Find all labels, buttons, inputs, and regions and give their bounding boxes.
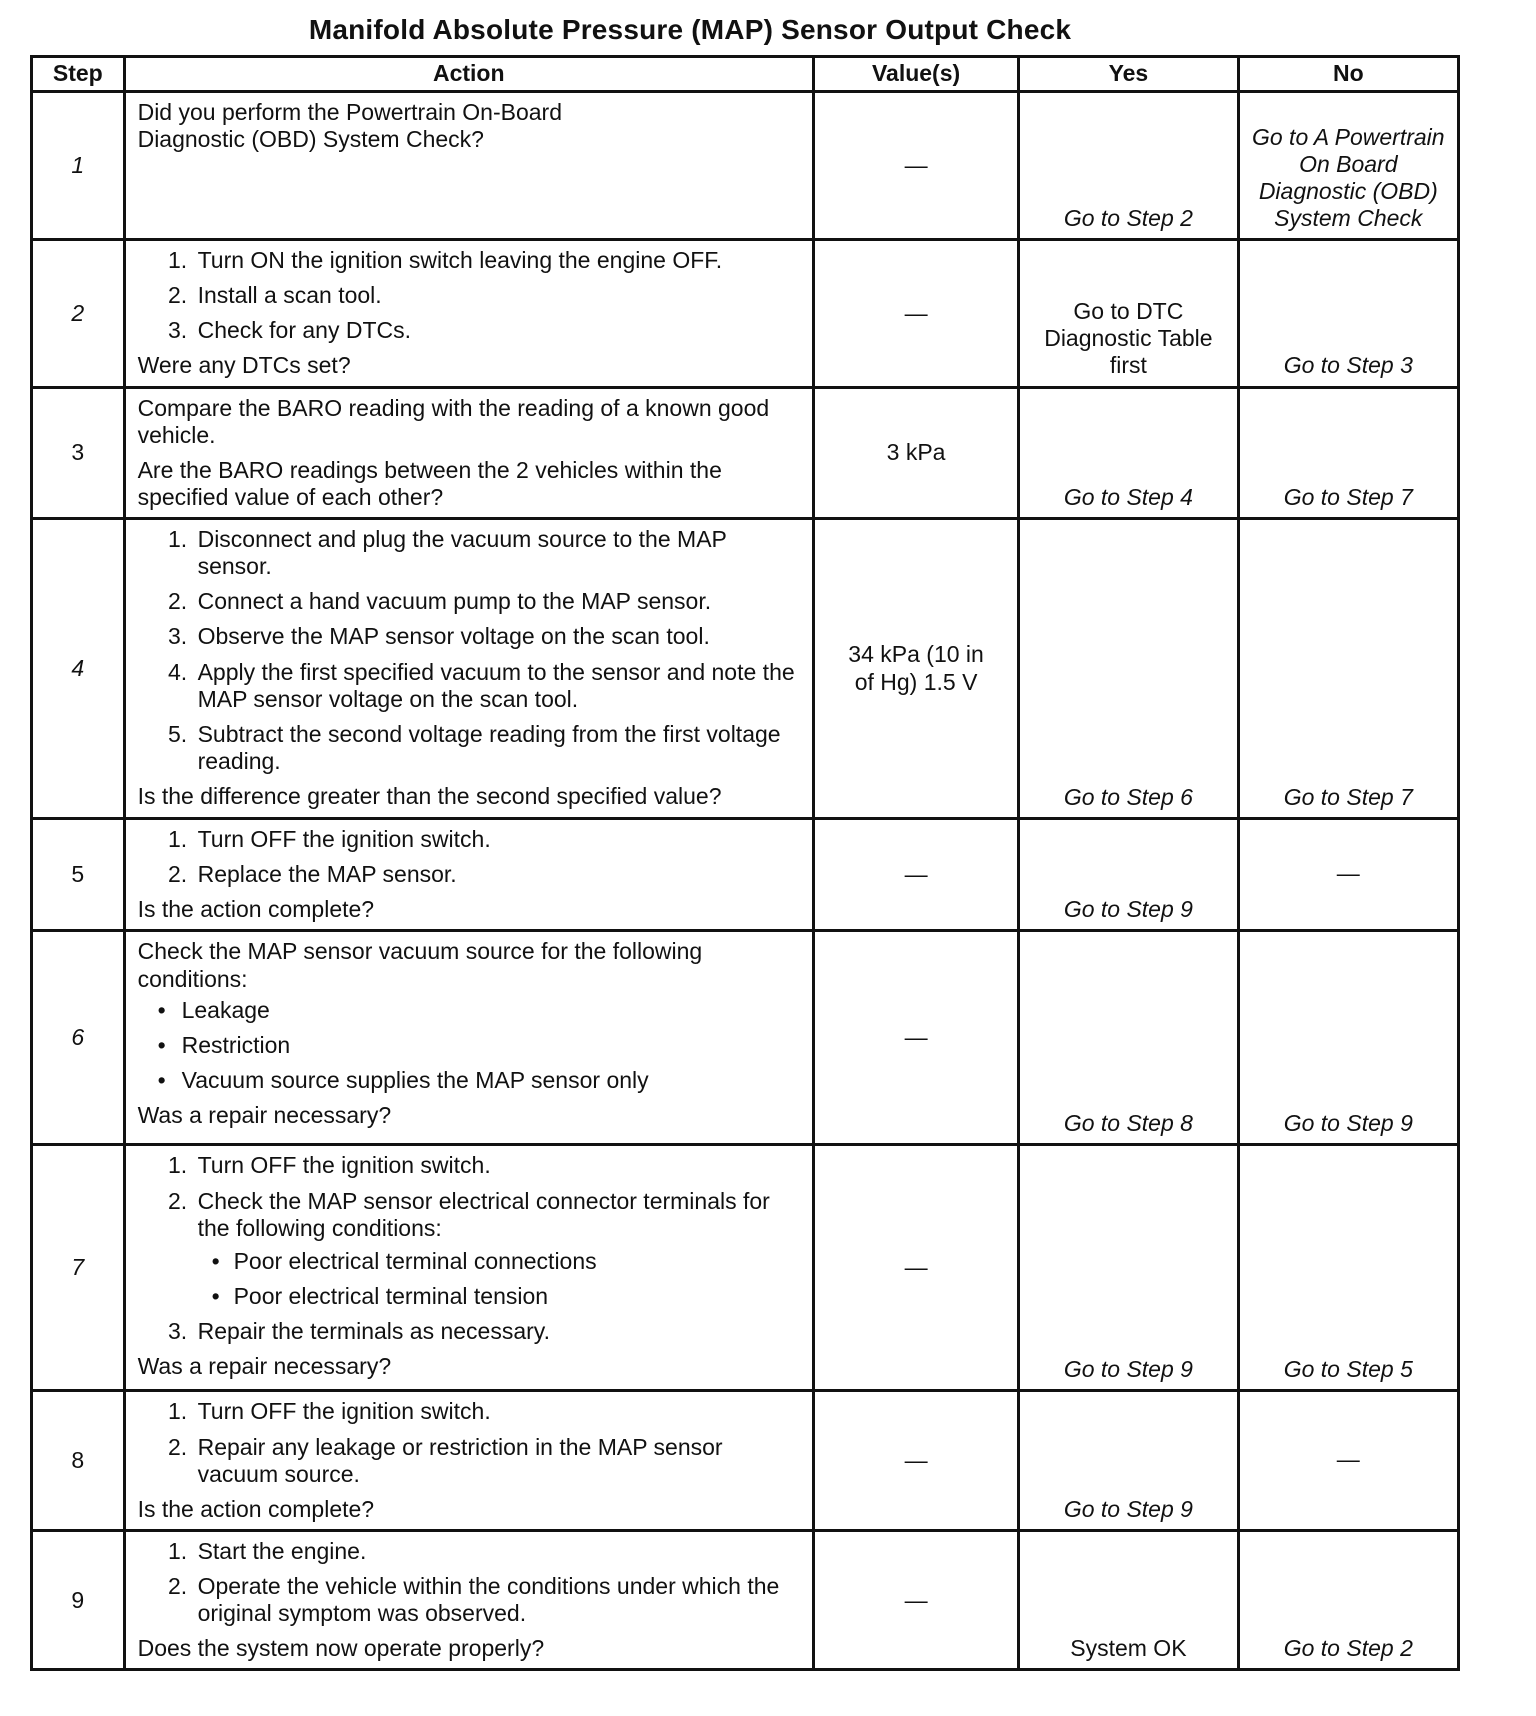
table-row <box>32 92 1459 240</box>
action-text: Check the MAP sensor vacuum source for the following conditions: <box>137 938 703 992</box>
action-step: 5. Subtract the second voltage reading from the first voltage reading. <box>194 721 802 775</box>
no-cell: Go to Step 2 <box>1238 1530 1458 1670</box>
value-cell: — <box>813 1145 1018 1391</box>
yes-cell: Go to Step 9 <box>1019 819 1238 931</box>
step-number: 8 <box>32 1391 125 1531</box>
bullet-item: • Restriction <box>182 1032 802 1059</box>
action-step: 2. Install a scan tool. <box>194 282 802 309</box>
header-action: Action <box>124 57 813 92</box>
step-number: 1 <box>32 92 125 240</box>
action-step: 3. Repair the terminals as necessary. <box>194 1318 802 1345</box>
action-steps <box>138 1152 802 1345</box>
action-step: 2. Connect a hand vacuum pump to the MAP sensor. <box>194 588 802 615</box>
action-step: 1. Start the engine. <box>194 1538 802 1565</box>
value-cell: — <box>813 1391 1018 1531</box>
step-number: 2 <box>32 240 125 388</box>
action-question: Is the action complete? <box>137 896 375 923</box>
header-yes: Yes <box>1019 57 1238 92</box>
bullet-item: • Poor electrical terminal connections <box>234 1248 802 1275</box>
bullet-item: • Vacuum source supplies the MAP sensor only <box>182 1067 802 1094</box>
value-cell: — <box>813 931 1018 1145</box>
action-cell <box>124 931 813 1145</box>
action-cell <box>124 819 813 931</box>
no-cell: — <box>1238 819 1458 931</box>
action-step <box>194 1188 802 1311</box>
step-number: 6 <box>32 931 125 1145</box>
value-cell: — <box>813 92 1018 240</box>
action-step: 3. Check for any DTCs. <box>194 317 802 344</box>
yes-cell: Go to Step 9 <box>1019 1391 1238 1531</box>
action-bullets <box>138 997 802 1094</box>
no-cell: Go to Step 9 <box>1238 931 1458 1145</box>
action-question: Was a repair necessary? <box>137 1353 392 1380</box>
no-cell: Go to Step 7 <box>1238 387 1458 519</box>
action-text: Did you perform the Powertrain On-Board Diagnostic (OBD) System Check? <box>137 99 562 153</box>
table-row <box>32 819 1459 931</box>
action-question: Is the difference greater than the second specified value? <box>137 783 722 809</box>
step-number: 7 <box>32 1145 125 1391</box>
table-header-row <box>32 57 1459 92</box>
table-row <box>32 1145 1459 1391</box>
action-steps <box>138 526 802 775</box>
value-cell: 34 kPa (10 in of Hg) 1.5 V <box>813 519 1018 819</box>
action-cell <box>124 1145 813 1391</box>
bullet-item: • Poor electrical terminal tension <box>234 1283 802 1310</box>
step-number: 9 <box>32 1530 125 1670</box>
step-number: 5 <box>32 819 125 931</box>
table-row <box>32 519 1459 819</box>
header-step: Step <box>32 57 125 92</box>
yes-cell: Go to Step 6 <box>1019 519 1238 819</box>
action-step: 1. Disconnect and plug the vacuum source to the MAP sensor. <box>194 526 802 580</box>
action-steps <box>138 247 802 344</box>
action-step: 2. Repair any leakage or restriction in the MAP sensor vacuum source. <box>194 1434 802 1488</box>
yes-cell: Go to DTC Diagnostic Table first <box>1019 240 1238 388</box>
action-cell <box>124 1391 813 1531</box>
yes-cell: Go to Step 9 <box>1019 1145 1238 1391</box>
table-row <box>32 931 1459 1145</box>
action-text: Compare the BARO reading with the reading of a known good vehicle. <box>137 394 770 448</box>
action-question: Was a repair necessary? <box>137 1102 392 1128</box>
action-cell <box>124 387 813 519</box>
step-number: 3 <box>32 387 125 519</box>
action-question: Were any DTCs set? <box>137 352 351 379</box>
yes-cell: Go to Step 4 <box>1019 387 1238 519</box>
bullet-item: • Leakage <box>182 997 802 1024</box>
table-row <box>32 1530 1459 1670</box>
action-question: Is the action complete? <box>137 1495 375 1522</box>
action-step: 2. Operate the vehicle within the conditions under which the original symptom was observed. <box>194 1573 802 1627</box>
value-cell: — <box>813 240 1018 388</box>
value-cell: — <box>813 819 1018 931</box>
table-row <box>32 240 1459 388</box>
action-steps <box>138 1538 802 1627</box>
header-values: Value(s) <box>813 57 1018 92</box>
value-cell: — <box>813 1530 1018 1670</box>
no-cell: Go to Step 3 <box>1238 240 1458 388</box>
table-row <box>32 387 1459 519</box>
action-cell <box>124 92 813 240</box>
action-cell <box>124 1530 813 1670</box>
action-step: 1. Turn OFF the ignition switch. <box>194 1398 802 1425</box>
action-question: Are the BARO readings between the 2 vehicles within the specified value of each other? <box>137 456 722 510</box>
no-cell: Go to A Powertrain On Board Diagnostic (OBD) System Check <box>1238 92 1458 240</box>
action-step: 4. Apply the first specified vacuum to the sensor and note the MAP sensor voltage on the scan tool. <box>194 659 802 713</box>
action-step-text: Check the MAP sensor electrical connector terminals for the following conditions: <box>197 1187 770 1241</box>
action-cell <box>124 519 813 819</box>
action-sub-bullets <box>198 1248 802 1310</box>
step-number: 4 <box>32 519 125 819</box>
yes-cell: System OK <box>1019 1530 1238 1670</box>
action-steps <box>138 1398 802 1487</box>
action-step: 2. Replace the MAP sensor. <box>194 861 802 888</box>
diagnostic-table <box>30 55 1460 1671</box>
no-cell: — <box>1238 1391 1458 1531</box>
yes-cell: Go to Step 2 <box>1019 92 1238 240</box>
value-cell: 3 kPa <box>813 387 1018 519</box>
action-cell <box>124 240 813 388</box>
action-step: 1. Turn OFF the ignition switch. <box>194 826 802 853</box>
yes-cell: Go to Step 8 <box>1019 931 1238 1145</box>
action-step: 1. Turn ON the ignition switch leaving the engine OFF. <box>194 247 802 274</box>
table-row <box>32 1391 1459 1531</box>
page-title: Manifold Absolute Pressure (MAP) Sensor Output Check <box>308 14 1072 45</box>
no-cell: Go to Step 5 <box>1238 1145 1458 1391</box>
action-step: 1. Turn OFF the ignition switch. <box>194 1152 802 1179</box>
action-step: 3. Observe the MAP sensor voltage on the scan tool. <box>194 623 802 650</box>
action-question: Does the system now operate properly? <box>137 1635 545 1662</box>
action-steps <box>138 826 802 888</box>
header-no: No <box>1238 57 1458 92</box>
no-cell: Go to Step 7 <box>1238 519 1458 819</box>
